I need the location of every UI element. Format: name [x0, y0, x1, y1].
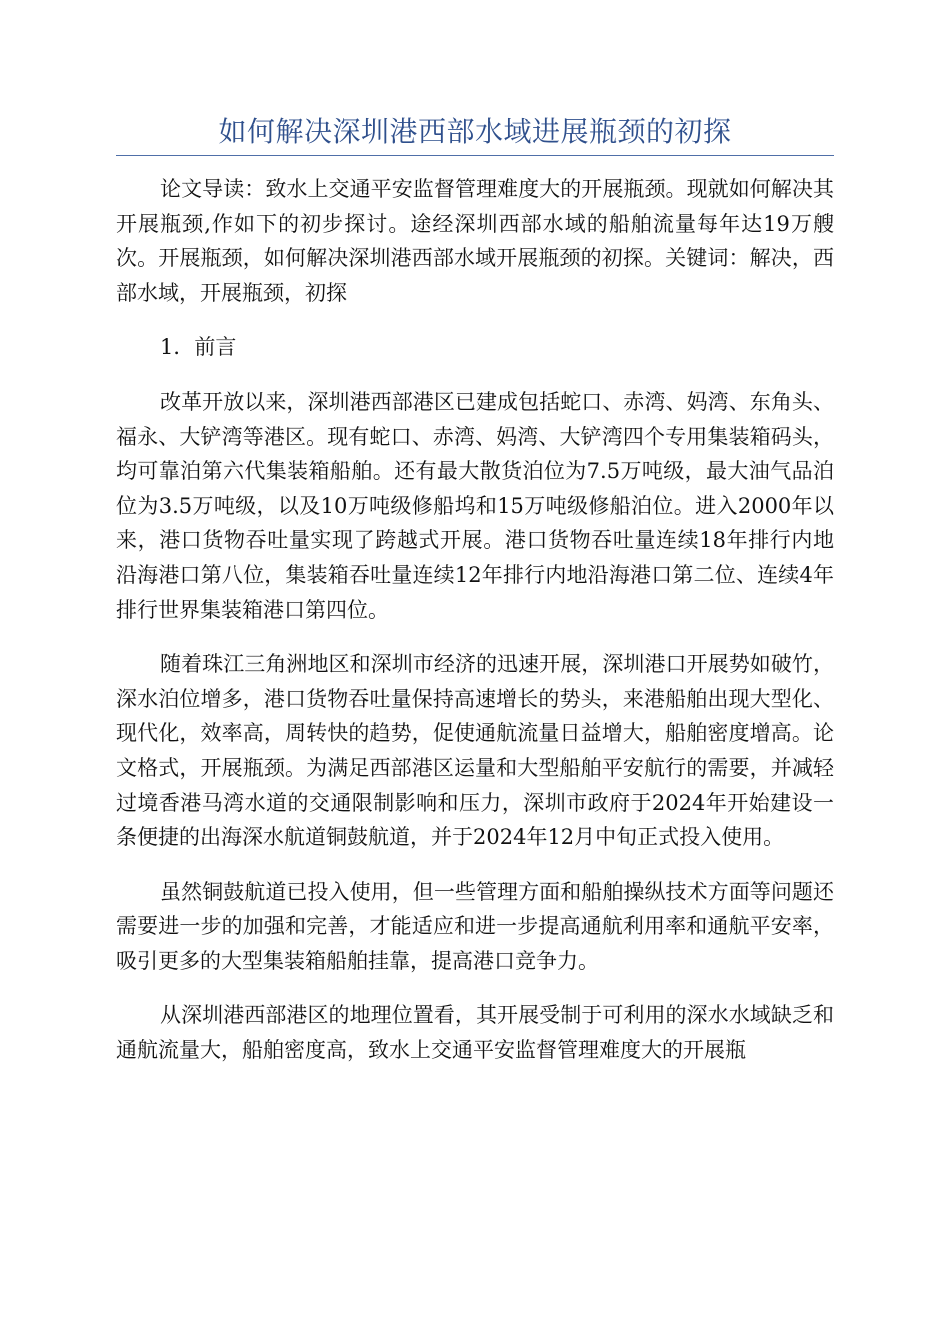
title-underline	[116, 155, 834, 156]
paragraph-port-development: 随着珠江三角洲地区和深圳市经济的迅速开展，深圳港口开展势如破竹，深水泊位增多，港口货物吞吐量保持高速增长的势头，来港船舶出现大型化、现代化，效率高，周转快的趋势，促使通航流量日益增大，船舶密度增高。论文格式，开展瓶颈。为满足西部港区运量和大型船舶平安航行的需要，并减轻过境香港马湾水道的交通限制影响和压力，深圳市政府于2024年开始建设一条便捷的出海深水航道铜鼓航道，并于2024年12月中旬正式投入使用。	[116, 652, 834, 850]
paragraph-geography: 从深圳港西部港区的地理位置看，其开展受制于可利用的深水水域缺乏和通航流量大，船舶密度高，致水上交通平安监督管理难度大的开展瓶	[116, 1003, 834, 1063]
paragraph-abstract: 论文导读：致水上交通平安监督管理难度大的开展瓶颈。现就如何解决其开展瓶颈,作如下的初步探讨。途经深圳西部水域的船舶流量每年达19万艘次。开展瓶颈，如何解决深圳港西部水域开展瓶颈的初探。关键词：解决，西部水域，开展瓶颈，初探	[116, 177, 834, 305]
document-title: 如何解决深圳港西部水域进展瓶颈的初探	[218, 115, 732, 148]
paragraph-channel-issues: 虽然铜鼓航道已投入使用，但一些管理方面和船舶操纵技术方面等问题还需要进一步的加强和完善，才能适应和进一步提高通航利用率和通航平安率，吸引更多的大型集装箱船舶挂靠，提高港口竞争力。	[116, 879, 834, 973]
section-heading-preface: 1．前言	[160, 335, 237, 360]
document-body	[116, 172, 834, 1088]
paragraph-port-overview: 改革开放以来，深圳港西部港区已建成包括蛇口、赤湾、妈湾、东角头、福永、大铲湾等港区。现有蛇口、赤湾、妈湾、大铲湾四个专用集装箱码头，均可靠泊第六代集装箱船舶。还有最大散货泊位为7.5万吨级，最大油气品泊位为3.5万吨级，以及10万吨级修船坞和15万吨级修船泊位。进入2000年以来，港口货物吞吐量实现了跨越式开展。港口货物吞吐量连续18年排行内地沿海港口第八位，集装箱吞吐量连续12年排行内地沿海港口第二位、连续4年排行世界集装箱港口第四位。	[116, 389, 834, 622]
